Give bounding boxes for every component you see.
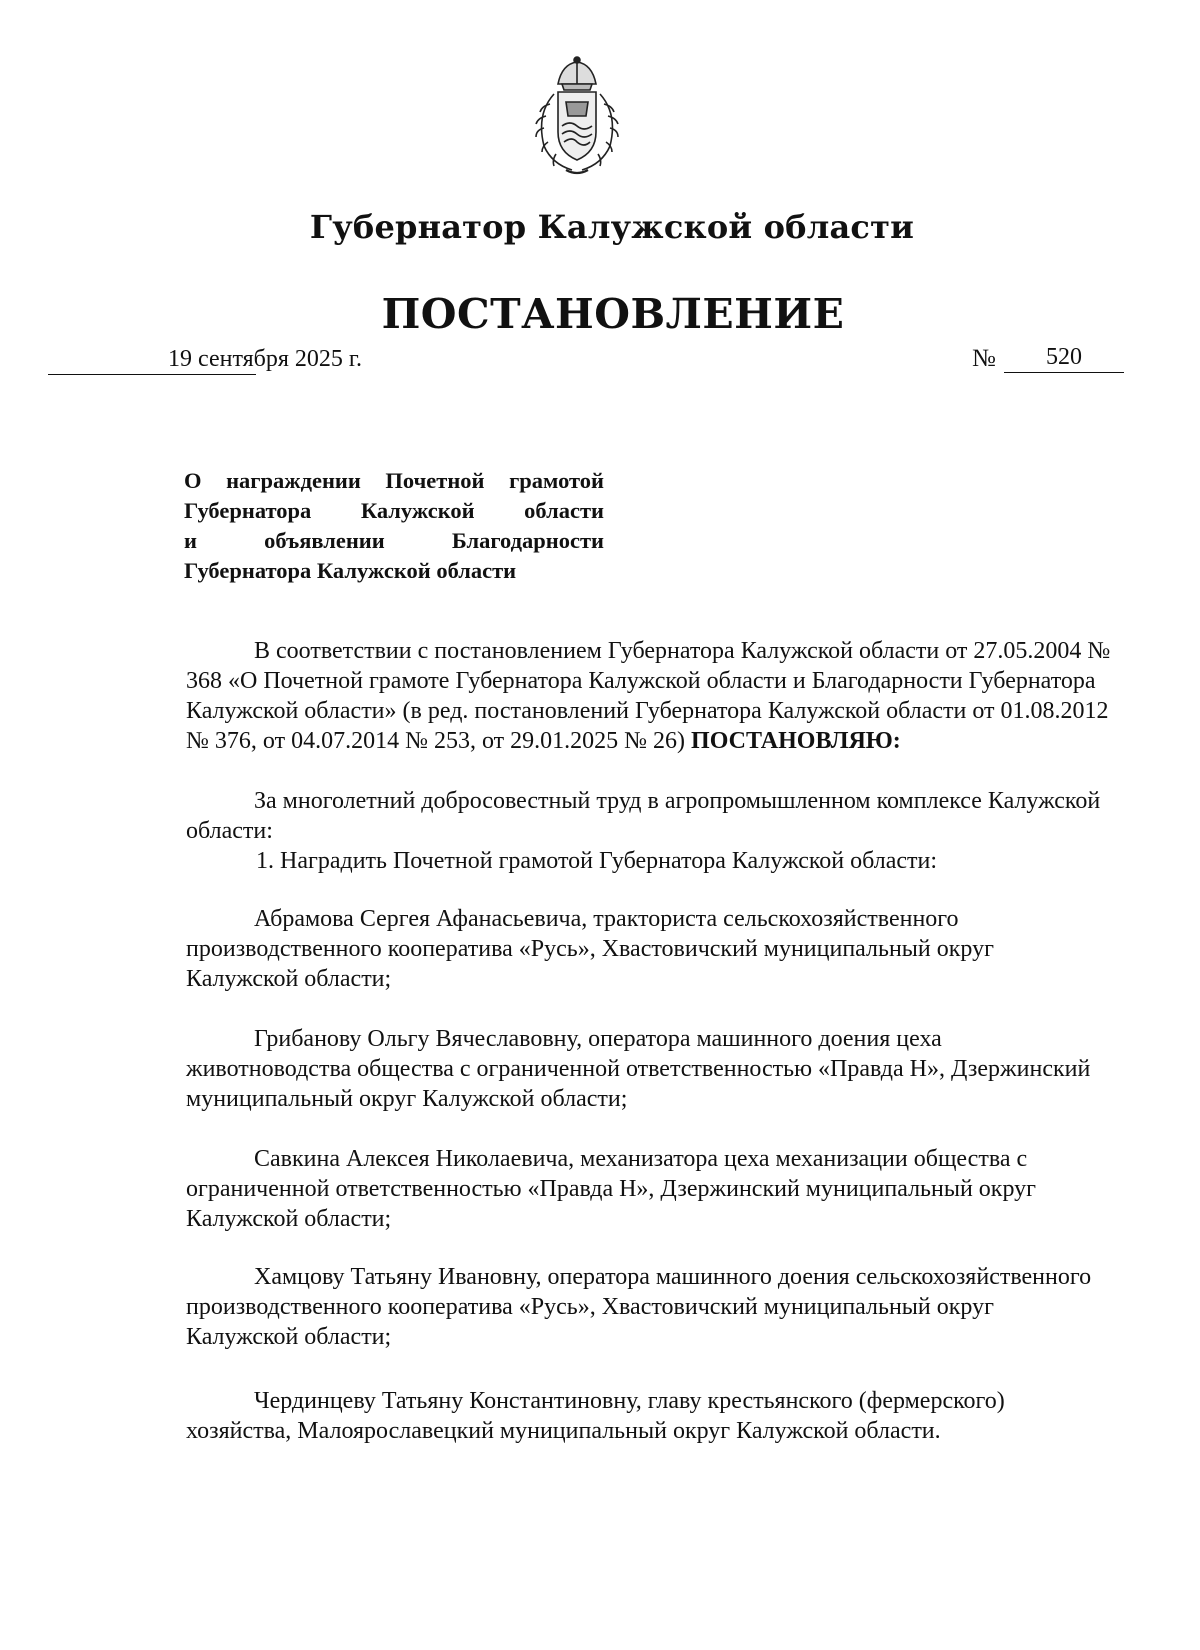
date-underline <box>48 374 256 375</box>
subject-line: Губернатора Калужской области <box>184 498 604 523</box>
award-clause: 1. Наградить Почетной грамотой Губернатора Калужской области: <box>256 848 938 874</box>
subject-line: и объявлении Благодарности <box>184 528 604 553</box>
recipient-entry: Савкина Алексея Николаевича, механизатора цеха механизации общества с ограниченной ответственностью «Правда Н», Дзержинский муниципальный округ Калужской области; <box>186 1146 1036 1232</box>
issuer-title: Губернатор Калужской области <box>309 208 915 246</box>
document-subject <box>184 466 604 586</box>
document-date: 19 сентября 2025 г. <box>168 346 363 372</box>
coat-of-arms-emblem <box>522 54 632 178</box>
number-underline <box>1004 372 1124 373</box>
document-type-title: ПОСТАНОВЛЕНИЕ <box>381 290 845 338</box>
intro-paragraph <box>186 636 1111 756</box>
subject-line: О награждении Почетной грамотой <box>184 468 604 493</box>
resolve-word: ПОСТАНОВЛЯЮ: <box>691 728 901 754</box>
recipient-entry: Абрамова Сергея Афанасьевича, тракториста сельскохозяйственного производственного кооператива «Русь», Хвастовичский муниципальный округ Калужской области; <box>186 906 994 992</box>
merit-paragraph: За многолетний добросовестный труд в агропромышленном комплексе Калужской области: <box>186 788 1101 844</box>
recipient-entry: Чердинцеву Татьяну Константиновну, главу крестьянского (фермерского) хозяйства, Малоярославецкий муниципальный округ Калужской области. <box>186 1388 1005 1444</box>
number-sign: № <box>972 345 996 372</box>
recipient-entry: Хамцову Татьяну Ивановну, оператора машинного доения сельскохозяйственного производственного кооператива «Русь», Хвастовичский муниципальный округ Калужской области; <box>186 1264 1092 1350</box>
recipient-entry: Грибанову Ольгу Вячеславовну, оператора машинного доения цеха животноводства общества с ограниченной ответственностью «Правда Н», Дзержинский муниципальный округ Калужской области; <box>186 1026 1091 1112</box>
subject-line: Губернатора Калужской области <box>184 558 517 583</box>
document-number: 520 <box>1046 344 1082 370</box>
intro-text: В соответствии с постановлением Губернатора Калужской области от 27.05.2004 № 368 «О Почетной грамоте Губернатора Калужской области и Благодарности Губернатора Калужской области» (в ред. постановлений Губернатора Калужской области от 01.08.2012 № 376, от 04.07.2014 № 253, от 29.01.2025 № 26) <box>186 638 1111 754</box>
